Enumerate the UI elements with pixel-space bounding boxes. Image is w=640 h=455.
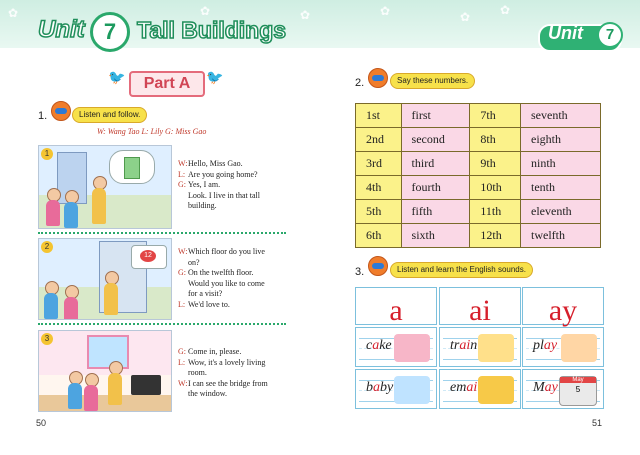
calendar-icon: May 5 (559, 376, 597, 406)
paw-icon: ✿ (300, 8, 311, 22)
scene-3-dialog: G: Come in, please. L: Wow, it's a lovely living room. W:I can see the bridge from the window. (178, 347, 268, 398)
sound-word: emai (450, 380, 478, 395)
table-cell: seventh (521, 104, 601, 128)
scene-1-dialog: W:Hello, Miss Gao. L: Are you going home? G: Yes, I am. Look. I live in that tall building. (178, 159, 260, 210)
floor-sign: 12 (131, 245, 167, 269)
table-row (356, 224, 601, 248)
sound-word-card (439, 327, 521, 367)
sound-heading-card (355, 287, 437, 325)
table-cell: eleventh (521, 200, 601, 224)
unit-label-right: Unit (548, 23, 583, 43)
scene-1-illustration (38, 145, 172, 229)
bird-icon: 🐦 (206, 71, 224, 86)
baby-icon (394, 376, 430, 404)
unit-title: Tall Buildings (137, 17, 287, 43)
train-icon (478, 334, 514, 362)
table-cell: first (401, 104, 470, 128)
robot-mascot-icon (368, 68, 388, 88)
table-row (356, 128, 601, 152)
sound-word-card (439, 369, 521, 409)
divider (38, 232, 286, 234)
cake-icon (394, 334, 430, 362)
section-2-number: 2. (355, 77, 365, 89)
paw-icon: ✿ (460, 10, 471, 24)
unit-number: 7 (90, 12, 130, 52)
paw-icon: ✿ (8, 6, 19, 20)
speaker-key: W: Wang Tao L: Lily G: Miss Gao (97, 127, 207, 136)
bird-icon: 🐦 (108, 71, 126, 86)
page-number-right: 51 (592, 418, 603, 428)
ordinal-numbers-table (355, 103, 601, 248)
table-cell: 5th (356, 200, 402, 224)
table-cell: ninth (521, 152, 601, 176)
sound-word-card (522, 327, 604, 367)
table-cell: sixth (401, 224, 470, 248)
sound-word: May (533, 380, 558, 395)
sound-word: train (450, 338, 478, 353)
table-row (356, 200, 601, 224)
table-row (356, 104, 601, 128)
sound-heading: a (389, 294, 403, 327)
scene-number: 3 (41, 333, 53, 345)
scene-2-dialog: W:Which floor do you live on? G: On the twelfth floor. Would you like to come for a visit? L: We'd love to. (178, 247, 265, 309)
sound-heading-card (522, 287, 604, 325)
table-row (356, 152, 601, 176)
paw-icon: ✿ (380, 4, 391, 18)
table-cell: 1st (356, 104, 402, 128)
table-cell: 9th (470, 152, 521, 176)
sound-word-card (355, 327, 437, 367)
table-cell: eighth (521, 128, 601, 152)
sound-word: play (533, 338, 558, 353)
table-cell: 10th (470, 176, 521, 200)
section-1-number: 1. (38, 110, 48, 122)
table-row (356, 176, 601, 200)
paw-icon: ✿ (200, 4, 211, 18)
unit-label: Unit (38, 16, 85, 43)
paw-icon: ✿ (500, 3, 511, 17)
part-a-label: Part A (129, 71, 205, 97)
robot-mascot-icon (51, 101, 71, 121)
table-cell: tenth (521, 176, 601, 200)
sound-word: cake (366, 338, 392, 353)
table-cell: twelfth (521, 224, 601, 248)
page-number-left: 50 (36, 418, 47, 428)
table-cell: 8th (470, 128, 521, 152)
divider (38, 323, 286, 325)
scene-2-illustration (38, 238, 172, 320)
section-1-instruction: Listen and follow. (72, 107, 147, 123)
sound-word-card (522, 369, 604, 409)
table-cell: 3rd (356, 152, 402, 176)
scene-number: 1 (41, 148, 53, 160)
sound-word-card (355, 369, 437, 409)
table-cell: 4th (356, 176, 402, 200)
scene-3-illustration (38, 330, 172, 412)
sound-word: baby (366, 380, 394, 395)
unit-number-right: 7 (597, 22, 623, 48)
scene-number: 2 (41, 241, 53, 253)
table-cell: 7th (470, 104, 521, 128)
table-cell: 12th (470, 224, 521, 248)
table-cell: 6th (356, 224, 402, 248)
sound-heading: ai (469, 294, 491, 327)
table-cell: 11th (470, 200, 521, 224)
section-3-instruction: Listen and learn the English sounds. (390, 262, 533, 278)
table-cell: second (401, 128, 470, 152)
play-icon (561, 334, 597, 362)
table-cell: fourth (401, 176, 470, 200)
robot-mascot-icon (368, 256, 388, 276)
table-cell: 2nd (356, 128, 402, 152)
section-2-instruction: Say these numbers. (390, 73, 475, 89)
table-cell: fifth (401, 200, 470, 224)
envelope-icon (478, 376, 514, 404)
section-3-number: 3. (355, 266, 365, 278)
table-cell: third (401, 152, 470, 176)
sound-heading: ay (548, 294, 578, 327)
thought-bubble (109, 150, 155, 184)
sound-heading-card (439, 287, 521, 325)
